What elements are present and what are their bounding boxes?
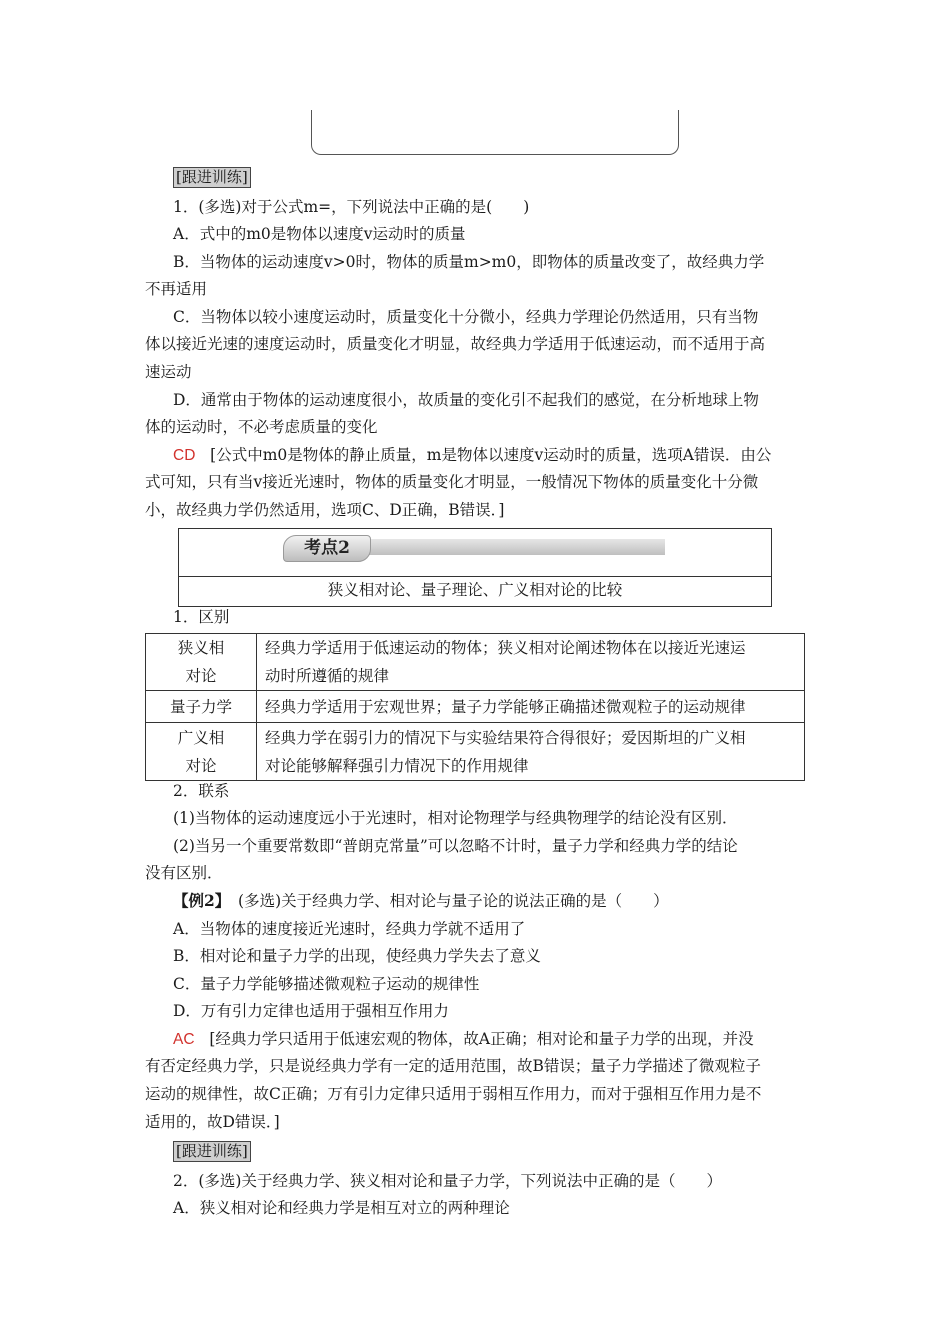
example-2-option-b: B．相对论和量子力学的出现，使经典力学失去了意义 [173, 947, 541, 965]
question-2-option-a: A．狭义相对论和经典力学是相互对立的两种理论 [173, 1199, 510, 1217]
example-2-stem: 【例2】 (多选)关于经典力学、相对论与量子论的说法正确的是（ ） [173, 891, 669, 910]
example-2-answer: AC [173, 1031, 195, 1048]
example-2-explanation-cont3: 适用的，故D错误．] [145, 1113, 280, 1131]
question-1-explanation-cont2: 小，故经典力学仍然适用，选项C、D正确，B错误．] [145, 501, 505, 519]
example-2-explanation: AC [经典力学只适用于低速宏观的物体，故A正确；相对论和量子力学的出现，并没 [173, 1030, 754, 1048]
question-2-stem: 2．(多选)关于经典力学、狭义相对论和量子力学，下列说法中正确的是（ ） [173, 1172, 722, 1190]
table-row [146, 634, 805, 691]
question-1-answer: CD [173, 447, 196, 464]
question-1-option-b-cont: 不再适用 [145, 280, 208, 298]
example-2-label: 【例2】 [173, 891, 223, 910]
table-row [146, 723, 805, 781]
key-point-title: 狭义相对论、量子理论、广义相对论的比较 [327, 581, 623, 599]
question-1-option-c-cont: 体以接近光速的速度运动时，质量变化才明显，故经典力学适用于低速运动，而不适用于高 [145, 335, 766, 353]
relation-point-2-cont: 没有区别． [145, 864, 223, 882]
question-1-option-a: A．式中的m0是物体以速度v运动时的质量 [173, 225, 466, 243]
question-1-stem: 1．(多选)对于公式m=，下列说法中正确的是( ) [173, 198, 530, 216]
question-1-explanation: CD [公式中m0是物体的静止质量，m是物体以速度v运动时的质量，选项A错误．由公 [173, 446, 772, 464]
key-point-banner [283, 535, 665, 560]
table-row-header: 量子力学 [146, 691, 257, 723]
table-row-header: 广义相 对论 [146, 723, 257, 781]
example-2-option-a: A．当物体的速度接近光速时，经典力学就不适用了 [173, 920, 526, 938]
key-point-bar [333, 539, 665, 555]
key-point-box [178, 528, 772, 607]
question-1-option-c: C．当物体以较小速度运动时，质量变化十分微小，经典力学理论仍然适用，只有当物 [173, 308, 759, 326]
example-2-explanation-cont2: 运动的规律性，故C正确；万有引力定律只适用于弱相互作用力，而对于强相互作用力是不 [145, 1085, 762, 1103]
section-tag-follow-up-2: [跟进训练] [173, 1141, 251, 1162]
section-tag-follow-up: [跟进训练] [173, 167, 251, 188]
question-1-option-d-cont: 体的运动时，不必考虑质量的变化 [145, 418, 378, 436]
question-1-option-b: B．当物体的运动速度v>0时，物体的质量m>m0，即物体的质量改变了，故经典力学 [173, 253, 765, 271]
top-frame-box [311, 110, 679, 155]
comparison-table [145, 633, 805, 781]
question-1-option-c-cont2: 速运动 [145, 363, 192, 381]
relation-point-2: (2)当另一个重要常数即“普朗克常量”可以忽略不计时，量子力学和经典力学的结论 [173, 837, 738, 855]
table-row [146, 691, 805, 723]
example-2-option-d: D．万有引力定律也适用于强相互作用力 [173, 1002, 449, 1020]
table-row-content: 经典力学在弱引力的情况下与实验结果符合得很好；爱因斯坦的广义相 对论能够解释强引力情况下的作用规律 [257, 723, 805, 781]
question-1-explanation-cont: 式可知，只有当v接近光速时，物体的质量变化才明显，一般情况下物体的质量变化十分微 [145, 473, 759, 491]
table-row-content: 经典力学适用于低速运动的物体；狭义相对论阐述物体在以接近光速运 动时所遵循的规律 [257, 634, 805, 691]
example-2-explanation-cont: 有否定经典力学，只是说经典力学有一定的适用范围，故B错误；量子力学描述了微观粒子 [145, 1057, 761, 1075]
question-1-option-d: D．通常由于物体的运动速度很小，故质量的变化引不起我们的感觉，在分析地球上物 [173, 391, 759, 409]
difference-heading: 1．区别 [173, 608, 230, 626]
table-row-header: 狭义相 对论 [146, 634, 257, 691]
relation-heading: 2．联系 [173, 782, 230, 800]
table-row-content: 经典力学适用于宏观世界；量子力学能够正确描述微观粒子的运动规律 [257, 691, 805, 723]
relation-point-1: (1)当物体的运动速度远小于光速时，相对论物理学与经典物理学的结论没有区别． [173, 809, 738, 827]
example-2-option-c: C．量子力学能够描述微观粒子运动的规律性 [173, 975, 480, 993]
key-point-badge: 考点2 [283, 535, 371, 562]
key-point-divider [179, 576, 771, 577]
